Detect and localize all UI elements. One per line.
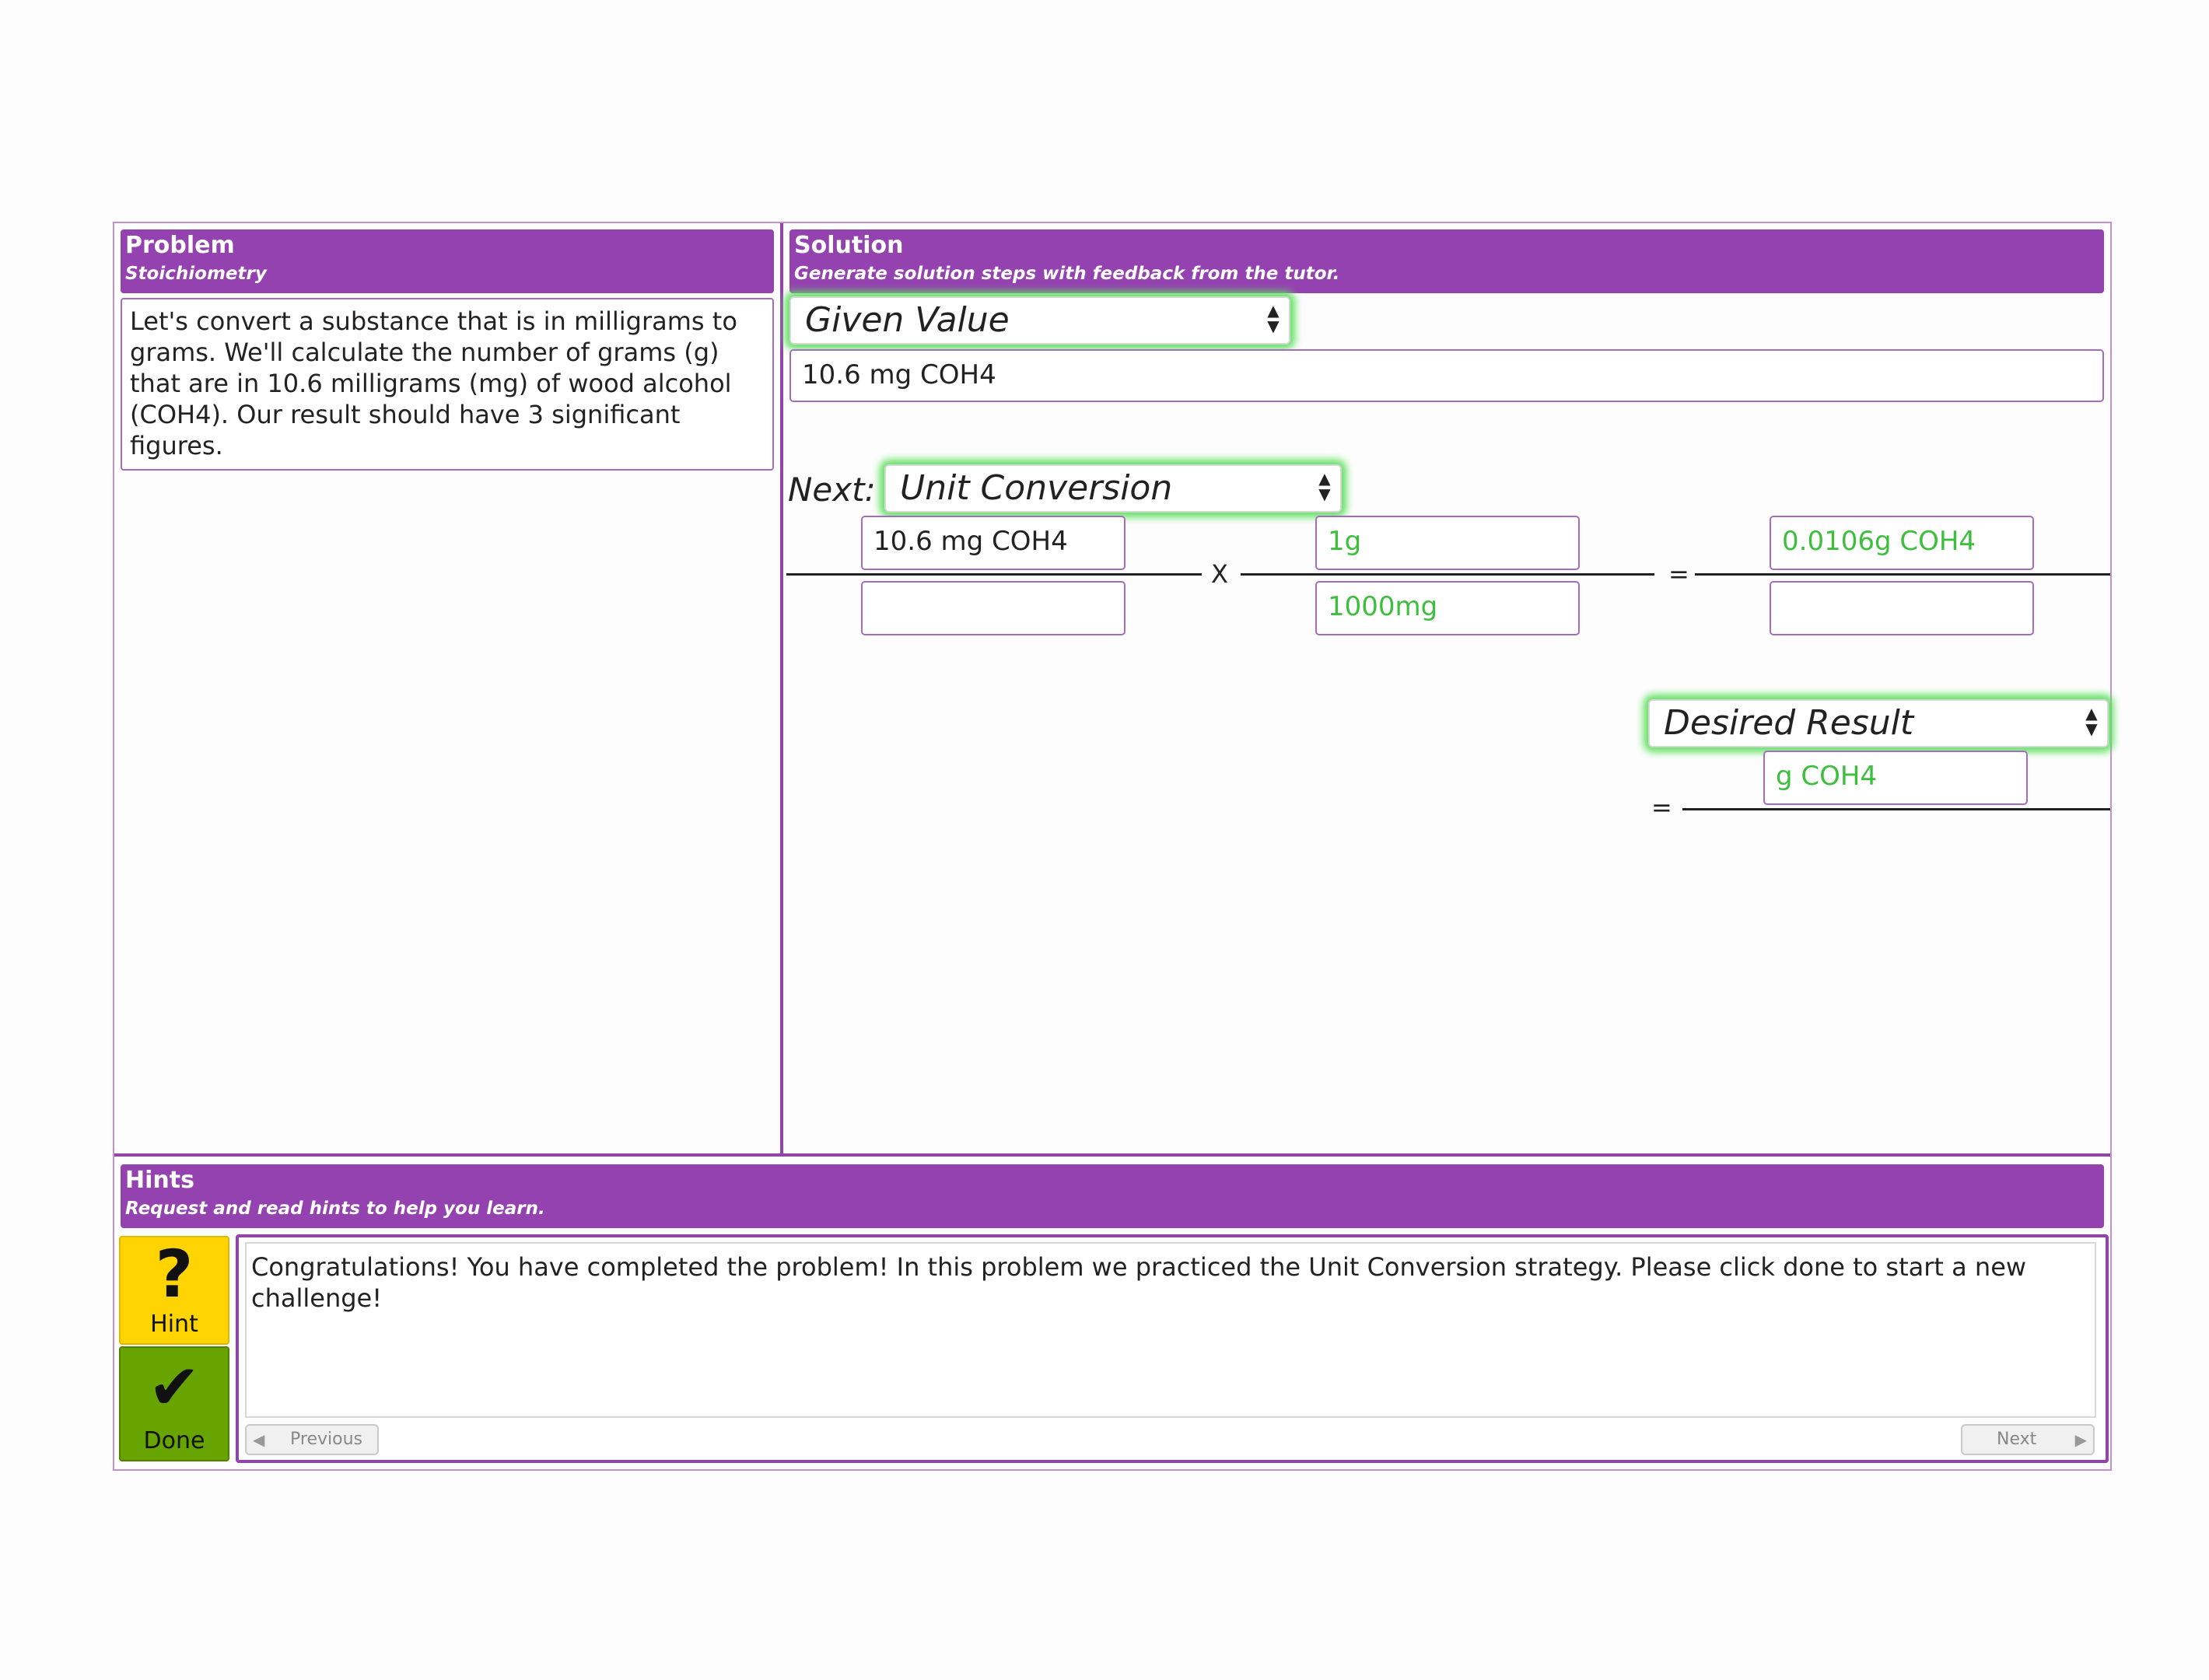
done-button-label: Done: [143, 1427, 205, 1454]
triangle-right-icon: ▶: [2074, 1430, 2087, 1449]
given-value-select-label: Given Value: [805, 300, 1010, 340]
panel-divider-horizontal: [114, 1153, 2110, 1157]
numerator-2-field[interactable]: 1g: [1315, 516, 1580, 570]
result-numerator-field[interactable]: 0.0106g COH4: [1770, 516, 2034, 570]
question-mark-icon: ?: [155, 1236, 194, 1312]
fraction-bar-2: [1241, 573, 1654, 576]
desired-result-select[interactable]: [1648, 699, 2109, 747]
desired-result-field[interactable]: g COH4: [1763, 751, 2028, 805]
denominator-1-field[interactable]: [861, 581, 1126, 635]
desired-result-select-label: Desired Result: [1664, 703, 1914, 743]
panel-divider-vertical: [780, 223, 783, 1157]
problem-subtitle: Stoichiometry: [125, 264, 267, 284]
checkmark-icon: ✔: [148, 1351, 201, 1423]
tutor-frame: [113, 222, 2112, 1471]
previous-hint-label: Previous: [290, 1430, 362, 1449]
select-arrows-icon: ▲ ▼: [1267, 301, 1280, 335]
hints-header: [121, 1164, 2104, 1228]
hint-panel: [236, 1234, 2109, 1463]
hints-subtitle: Request and read hints to help you learn.: [125, 1199, 545, 1219]
problem-statement: Let's convert a substance that is in milligrams to grams. We'll calculate the number of grams (g) that are in 10.6 milligrams (mg) of wood alcohol (COH4). Our result should have 3 significant figures.: [121, 298, 774, 471]
triangle-left-icon: ◀: [253, 1430, 265, 1449]
desired-equals-operator: =: [1651, 793, 1672, 822]
problem-header: [121, 229, 774, 293]
previous-hint-button[interactable]: [245, 1424, 379, 1455]
strategy-select-label: Unit Conversion: [900, 468, 1173, 508]
problem-title: Problem: [125, 232, 235, 259]
solution-subtitle: Generate solution steps with feedback from the tutor.: [794, 264, 1340, 284]
equals-operator: =: [1668, 559, 1689, 589]
select-arrows-icon: ▲ ▼: [2085, 704, 2098, 738]
hint-button[interactable]: [119, 1236, 229, 1345]
result-denominator-field[interactable]: [1770, 581, 2034, 635]
fraction-bar-1: [786, 573, 1202, 576]
next-hint-label: Next: [1997, 1430, 2037, 1449]
numerator-1-field[interactable]: 10.6 mg COH4: [861, 516, 1126, 570]
denominator-2-field[interactable]: 1000mg: [1315, 581, 1580, 635]
select-arrows-icon: ▲ ▼: [1318, 469, 1331, 503]
given-value-select[interactable]: [789, 296, 1290, 345]
desired-fraction-bar: [1682, 808, 2110, 810]
next-label: Next:: [788, 471, 876, 509]
hint-button-label: Hint: [150, 1311, 198, 1338]
done-button[interactable]: [119, 1346, 229, 1461]
hints-title: Hints: [125, 1167, 194, 1194]
solution-title: Solution: [794, 232, 904, 259]
fraction-bar-3: [1695, 573, 2110, 576]
next-hint-button[interactable]: [1961, 1424, 2095, 1455]
strategy-select[interactable]: [884, 464, 1342, 513]
hint-message: Congratulations! You have completed the problem! In this problem we practiced the Unit Conversion strategy. Please click done to start a new challenge!: [245, 1242, 2096, 1418]
solution-header: [789, 229, 2104, 293]
given-value-field[interactable]: 10.6 mg COH4: [789, 349, 2104, 402]
multiply-operator: X: [1211, 559, 1228, 589]
